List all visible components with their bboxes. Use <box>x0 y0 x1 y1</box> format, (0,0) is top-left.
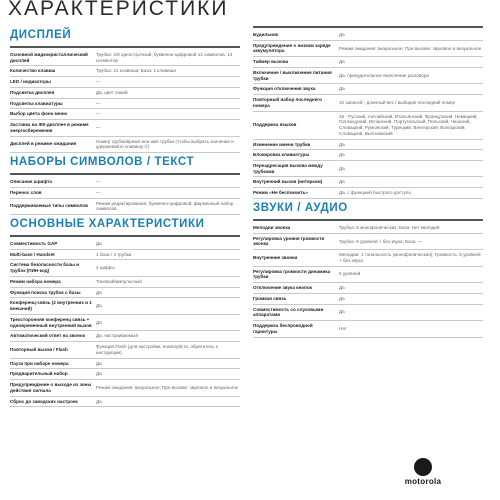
spec-row <box>253 95 483 111</box>
spec-label: Совместимость GAP <box>10 241 58 247</box>
spec-value: 10 записей - длинный вес / выбирая последний номер <box>339 100 456 105</box>
section-title-charsets: НАБОРЫ СИМВОЛОВ / ТЕКСТ <box>10 156 195 169</box>
spec-label: Конференц-связь (2 внутренних и 1 внешний) <box>10 300 92 312</box>
spec-value: Да <box>96 241 102 247</box>
spec-row <box>10 88 240 99</box>
spec-label: Регулировка уровня громкости звонка <box>253 235 325 247</box>
section-divider <box>10 235 240 237</box>
section-divider <box>10 46 240 48</box>
spec-row <box>253 161 483 177</box>
spec-row <box>253 250 483 266</box>
spec-value: Мелодии: 1 тональность (монофоническая); Громкость: 5 уровней + без звука <box>339 252 481 263</box>
spec-label: Выбор цвета фона меню <box>10 111 68 117</box>
spec-value: Да <box>339 86 345 92</box>
basic-spec-list <box>10 239 240 407</box>
spec-row <box>10 177 240 188</box>
spec-row <box>10 50 240 66</box>
spec-value: Да <box>339 32 345 37</box>
spec-value: Да <box>96 398 102 404</box>
spec-row <box>253 283 483 294</box>
spec-row <box>253 140 483 151</box>
spec-label: Сброс до заводских настроек <box>10 398 78 404</box>
spec-value: Да, с функцией быстрого доступа <box>339 190 411 196</box>
spec-label: Повторный вызов / Flash <box>10 346 68 352</box>
spec-row <box>253 57 483 68</box>
spec-value: Нет <box>339 325 347 331</box>
spec-label: Режим «Не беспокоить» <box>253 190 308 196</box>
spec-value: Тоновый/импульсный <box>96 278 142 284</box>
spec-label: Предварительный набор <box>10 371 68 377</box>
spec-label: Трехсторонняя конференц связь + одновременный внутренний вызов <box>10 316 92 328</box>
spec-value: Да <box>339 59 345 65</box>
spec-label: Дисплей в режиме ожидания <box>10 141 77 147</box>
spec-row <box>10 120 240 136</box>
spec-row <box>253 234 483 250</box>
spec-label: Внутренний вызов (интерком) <box>253 179 323 185</box>
spec-row <box>253 177 483 188</box>
spec-value: Да <box>339 285 345 291</box>
spec-row <box>253 68 483 84</box>
spec-label: Заставка на ЖК-дисплее в режиме энергосбережения <box>10 122 89 133</box>
spec-value: Трубка: 21 клавиша; База: 1 клавиша <box>96 68 176 74</box>
spec-row <box>253 267 483 283</box>
spec-row <box>10 250 240 261</box>
misc-spec-list <box>253 30 483 199</box>
spec-value: 15 - Русский, Английский, Итальянский, Французский, Немецкий, Голландский, Испанский, Португальский, Польский, Чешский, Словацкий, Румынский, Турецкий, Венгерский, Болгарский, Словацкий, Вьетнамский <box>339 113 478 136</box>
spec-label: Регулировка громкости динамика трубки <box>253 268 331 280</box>
spec-value: Функция Flash (для настройки, пожалуйста, обратитесь к инструкции) <box>96 344 218 355</box>
spec-row <box>253 321 483 337</box>
spec-row <box>10 315 240 331</box>
display-spec-list <box>10 50 240 153</box>
spec-label: Предупреждение о низком заряде аккумулятора <box>253 42 331 54</box>
spec-row <box>10 137 240 153</box>
spec-row <box>10 369 240 380</box>
section-title-sound: ЗВУКИ / АУДИО <box>253 201 348 214</box>
spec-value: 1 база / 4 трубки <box>96 251 132 257</box>
spec-row <box>253 41 483 57</box>
spec-label: Мелодии звонка <box>253 224 291 230</box>
spec-label: Система безопасности базы и трубок (ПИН-код) <box>10 262 80 274</box>
spec-value: Режим ожидания: визуальное; При вызове: звуковое и визуальное <box>339 45 482 51</box>
spec-row <box>10 199 240 215</box>
spec-row <box>10 380 240 396</box>
spec-label: Подсветка клавиатуры <box>10 100 63 106</box>
spec-row <box>10 359 240 370</box>
page-title: ХАРАКТЕРИСТИКИ <box>8 0 229 20</box>
spec-value: Да <box>339 309 345 315</box>
spec-value: Да, принудительное включение разговора <box>339 72 429 78</box>
spec-label: Поддерживаемые типы символов <box>10 203 88 209</box>
spec-value: Да <box>339 141 345 147</box>
spec-row <box>10 342 240 358</box>
spec-row <box>10 99 240 110</box>
spec-label: Переадресация вызова между трубками <box>253 163 323 174</box>
spec-value: Да <box>96 319 102 325</box>
section-divider <box>253 219 483 221</box>
spec-value: — <box>96 100 101 106</box>
spec-label: Основной жидкокристаллический дисплей <box>10 52 88 63</box>
spec-value: Да <box>96 371 102 377</box>
spec-row <box>10 77 240 88</box>
spec-value: Да <box>96 289 102 295</box>
spec-label: Поддержка беспроводной гарнитуры <box>253 323 313 334</box>
spec-value: Да, цвет синий <box>96 89 128 95</box>
spec-row <box>10 188 240 199</box>
spec-row <box>253 188 483 199</box>
spec-value: Да <box>96 303 102 309</box>
spec-row <box>10 288 240 299</box>
section-divider <box>10 173 240 175</box>
section-title-basic: ОСНОВНЫЕ ХАРАКТЕРИСТИКИ <box>10 218 205 231</box>
brand-logo <box>383 458 463 486</box>
spec-label: Multi-base / Handset <box>10 251 55 257</box>
spec-row <box>253 223 483 234</box>
spec-value: Да <box>339 295 345 301</box>
spec-value: Да, настраиваемый <box>96 333 138 339</box>
spec-value: 4 цифры <box>96 265 115 271</box>
spec-label: Таймер вызова <box>253 59 289 65</box>
spec-label: Функция поиска трубок с базы <box>10 289 81 295</box>
section-title-display: ДИСПЛЕЙ <box>10 29 72 41</box>
spec-label: Подсветка дисплея <box>10 89 55 95</box>
spec-value: Трубка: 5 уровней + без звука; База: — <box>339 238 423 244</box>
spec-row <box>253 305 483 321</box>
spec-value: Трубка: 4/8 однострочный; буквенно-цифровой 12 символов, 14 сегментов <box>96 52 233 63</box>
spec-value: Да <box>339 179 345 185</box>
spec-label: Функция отключения звука <box>253 86 316 92</box>
spec-row <box>253 294 483 305</box>
spec-value: Режим ожидания: визуальное; При вызове: звуковое и визуальное <box>96 384 239 390</box>
spec-value: Режим редактирования; буквенно-цифровой; фирменный набор символов <box>96 200 234 212</box>
spec-label: Блокировка клавиатуры <box>253 152 310 158</box>
spec-value: — <box>96 125 101 130</box>
spec-row <box>253 84 483 95</box>
spec-row <box>10 298 240 314</box>
spec-value: Да <box>96 360 102 366</box>
spec-row <box>253 30 483 41</box>
spec-label: Перенос слов <box>10 189 42 195</box>
spec-row <box>10 109 240 120</box>
spec-value: Номер трубки/время или имя трубки (чтобы выбрать значение и удерживайте клавишу ©) <box>96 138 234 150</box>
spec-label: Будильник <box>253 32 279 37</box>
spec-row <box>10 331 240 342</box>
spec-label: Повторный набор последнего номера <box>253 97 322 108</box>
spec-value: Да <box>339 165 345 171</box>
spec-label: Включение / выключение питания трубки <box>253 69 332 81</box>
spec-value: Да <box>339 152 345 158</box>
spec-label: Внутренние звонки <box>253 255 298 261</box>
spec-label: Описание шрифта <box>10 179 52 185</box>
spec-label: Предупреждение о выходе из зоны действия сигнала <box>10 382 92 393</box>
spec-label: Громкая связь <box>253 295 287 301</box>
spec-value: — <box>96 179 101 185</box>
spec-value: Трубка: 5 монофонических; База: Нет мелодий <box>339 224 440 230</box>
spec-value: — <box>96 111 101 117</box>
spec-label: LED / индикаторы <box>10 79 51 85</box>
spec-row <box>10 260 240 276</box>
spec-row <box>253 150 483 161</box>
motorola-logo-icon <box>414 458 432 476</box>
section-divider <box>253 26 483 28</box>
brand-name: motorola <box>404 477 442 486</box>
spec-label: Пауза при наборе номера <box>10 360 69 366</box>
spec-label: Совместимость со слуховыми аппаратами <box>253 306 324 318</box>
spec-value: 5 уровней <box>339 271 361 277</box>
spec-label: Поддержка языков <box>253 122 297 128</box>
spec-row <box>10 277 240 288</box>
sound-spec-list <box>253 223 483 338</box>
spec-label: Режим набора номера <box>10 278 61 284</box>
spec-value: — <box>96 79 101 85</box>
spec-row <box>253 112 483 140</box>
spec-row <box>10 239 240 250</box>
charsets-spec-list <box>10 177 240 215</box>
left-column <box>10 26 240 407</box>
spec-value: — <box>96 189 101 195</box>
spec-label: Количество клавиш <box>10 68 56 74</box>
spec-label: Изменение имени трубки <box>253 141 311 147</box>
spec-row <box>10 66 240 77</box>
spec-row <box>10 397 240 408</box>
spec-label: Отключение звука кнопок <box>253 285 312 291</box>
spec-label: Автоматический ответ на звонок <box>10 333 85 339</box>
right-column <box>253 26 483 338</box>
